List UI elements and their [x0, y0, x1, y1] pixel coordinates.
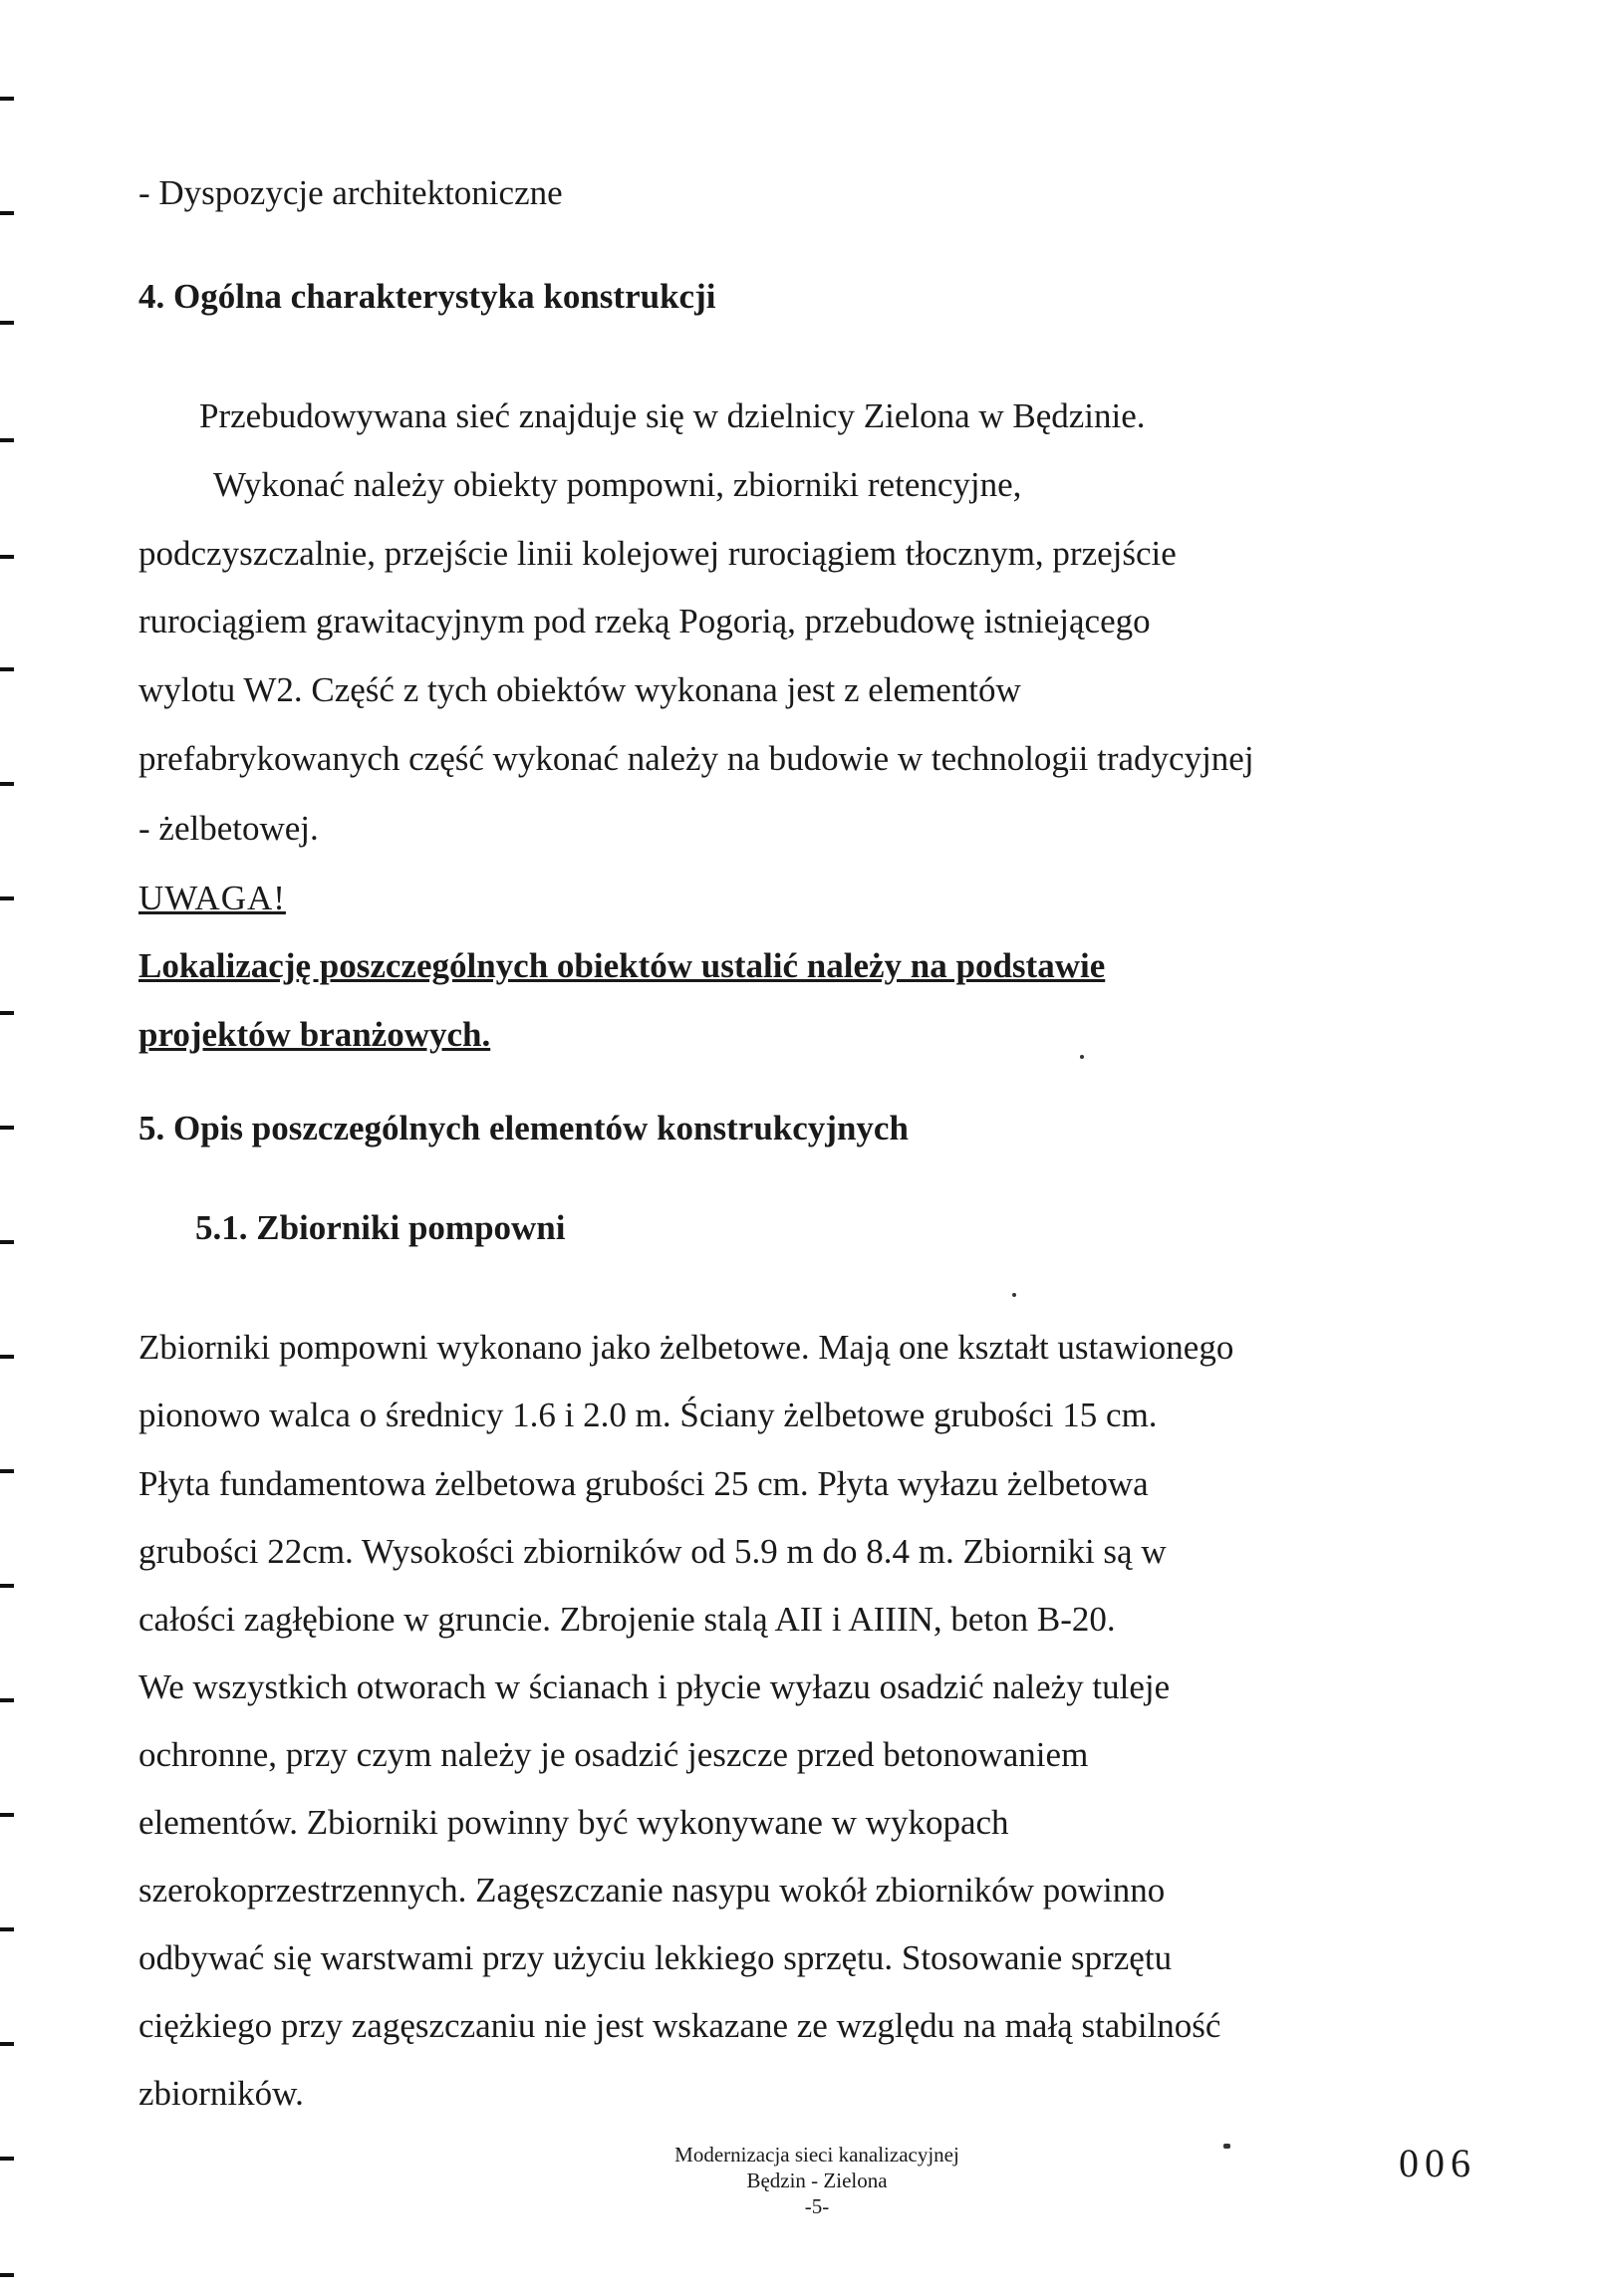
list-item-architectural: - Dyspozycje architektoniczne: [138, 173, 563, 212]
paragraph-line: podczyszczalnie, przejście linii kolejowej rurociągiem tłocznym, przejście: [138, 534, 1177, 573]
margin-mark: [0, 2157, 14, 2161]
page-footer: [558, 2142, 1076, 2219]
section-5-heading: 5. Opis poszczególnych elementów konstrukcyjnych: [138, 1109, 909, 1148]
note-label: UWAGA!: [138, 879, 286, 917]
paragraph-line: elementów. Zbiorniki powinny być wykonywane w wykopach: [138, 1803, 1009, 1842]
margin-mark: [0, 1469, 14, 1473]
margin-mark: [0, 555, 14, 559]
margin-mark: [0, 1927, 14, 1931]
paragraph-line: zbiorników.: [138, 2074, 304, 2113]
scan-speck: [1223, 2144, 1230, 2149]
margin-mark: [0, 2273, 14, 2277]
scan-speck: [1080, 1055, 1084, 1059]
paragraph-line: szerokoprzestrzennych. Zagęszczanie nasypu wokół zbiorników powinno: [138, 1871, 1166, 1910]
paragraph-line: rurociągiem grawitacyjnym pod rzeką Pogorią, przebudowę istniejącego: [138, 602, 1151, 640]
margin-mark: [0, 1240, 14, 1244]
margin-mark: [0, 438, 14, 442]
page-code-stamp: 006: [1399, 2141, 1476, 2185]
paragraph-line: ochronne, przy czym należy je osadzić jeszcze przed betonowaniem: [138, 1735, 1089, 1774]
footer-project-title: Modernizacja sieci kanalizacyjnej: [674, 2143, 959, 2167]
paragraph-line: pionowo walca o średnicy 1.6 i 2.0 m. Ściany żelbetowe grubości 15 cm.: [138, 1396, 1158, 1434]
margin-mark: [0, 1126, 14, 1130]
scan-speck: [1012, 1293, 1016, 1297]
margin-mark: [0, 321, 14, 325]
margin-mark: [0, 97, 14, 101]
margin-mark: [0, 2042, 14, 2046]
footer-location: Będzin - Zielona: [746, 2168, 888, 2192]
paragraph-line: Płyta fundamentowa żelbetowa grubości 25 cm. Płyta wyłazu żelbetowa: [138, 1464, 1149, 1503]
paragraph-line: Wykonać należy obiekty pompowni, zbiorniki retencyjne,: [213, 465, 1022, 504]
margin-mark: [0, 782, 14, 786]
paragraph-line: prefabrykowanych część wykonać należy na budowie w technologii tradycyjnej: [138, 739, 1254, 778]
paragraph-line: grubości 22cm. Wysokości zbiorników od 5.9 m do 8.4 m. Zbiorniki są w: [138, 1532, 1167, 1571]
margin-mark: [0, 1813, 14, 1817]
margin-mark: [0, 896, 14, 900]
paragraph-line: We wszystkich otworach w ścianach i płycie wyłazu osadzić należy tuleje: [138, 1667, 1171, 1706]
margin-marks: [0, 0, 20, 2296]
paragraph-line: - żelbetowej.: [138, 809, 319, 848]
margin-mark: [0, 211, 14, 215]
paragraph-line: całości zagłębione w gruncie. Zbrojenie stalą AII i AIIIN, beton B-20.: [138, 1600, 1116, 1639]
paragraph-line: Przebudowywana sieć znajduje się w dzielnicy Zielona w Będzinie.: [199, 396, 1146, 435]
margin-mark: [0, 667, 14, 671]
paragraph-line: Zbiorniki pompowni wykonano jako żelbetowe. Mają one kształt ustawionego: [138, 1328, 1234, 1367]
paragraph-line: ciężkiego przy zagęszczaniu nie jest wskazane ze względu na małą stabilność: [138, 2006, 1221, 2045]
section-4-heading: 4. Ogólna charakterystyka konstrukcji: [138, 277, 716, 316]
margin-mark: [0, 1355, 14, 1359]
paragraph-line: wylotu W2. Część z tych obiektów wykonana jest z elementów: [138, 670, 1021, 709]
margin-mark: [0, 1584, 14, 1588]
note-line: projektów branżowych.: [138, 1015, 491, 1054]
paragraph-line: odbywać się warstwami przy użyciu lekkiego sprzętu. Stosowanie sprzętu: [138, 1938, 1173, 1977]
footer-page-number: -5-: [804, 2194, 830, 2218]
margin-mark: [0, 1698, 14, 1702]
subsection-5-1-heading: 5.1. Zbiorniki pompowni: [195, 1208, 566, 1247]
margin-mark: [0, 1011, 14, 1015]
note-line: Lokalizację poszczególnych obiektów ustalić należy na podstawie: [138, 946, 1106, 985]
